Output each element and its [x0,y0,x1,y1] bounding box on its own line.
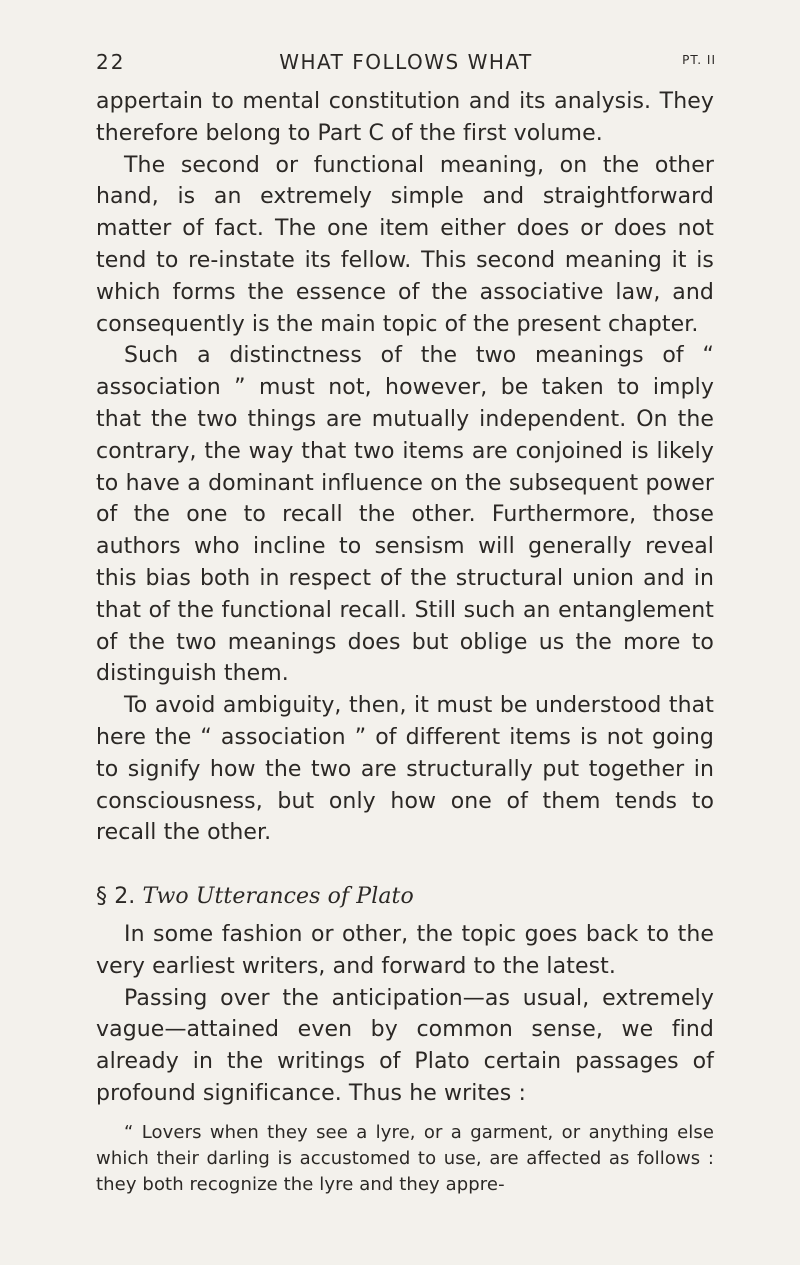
part-marker: PT. II [682,53,716,67]
paragraph: The second or functional meaning, on the other hand, is an extremely simple and straightforward matter of fact. The one item either does or does not tend to re-instate its fellow. This second meaning it is which forms the essence of the associative law, and consequently is the main topic of the present chapter. [96,152,714,337]
page-number: 22 [96,50,126,74]
block-quote: “ Lovers when they see a lyre, or a garment, or anything else which their darling is accustomed to use, are affected as follows : they both recognize the lyre and they appre- [96,1121,714,1195]
paragraph: appertain to mental constitution and its analysis. They therefore belong to Part C of the first volume. [96,89,714,146]
section-heading [96,881,714,913]
section-number: § 2. [96,884,136,910]
running-title: WHAT FOLLOWS WHAT [279,50,533,74]
section-title: Two Utterances of Plato [142,884,414,910]
paragraph: Passing over the anticipation—as usual, extremely vague—attained even by common sense, we find already in the writings of Plato certain passages of profound significance. Thus he writes : [96,985,714,1106]
body-text [96,86,714,1198]
paragraph: Such a distinctness of the two meanings of “ association ” must not, however, be taken to imply that the two things are mutually independent. On the contrary, the way that two items are conjoined is likely to have a dominant influence on the subsequent power of the one to recall the other. Furthermore, those authors who incline to sensism will generally reveal this bias both in respect of the structural union and in that of the functional recall. Still such an entanglement of the two meanings does but oblige us the more to distinguish them. [96,343,714,687]
paragraph: To avoid ambiguity, then, it must be understood that here the “ association ” of different items is not going to signify how the two are structurally put together in consciousness, but only how one of them tends to recall the other. [96,693,714,846]
running-head [96,50,716,78]
paragraph: In some fashion or other, the topic goes back to the very earliest writers, and forward to the latest. [96,921,714,979]
